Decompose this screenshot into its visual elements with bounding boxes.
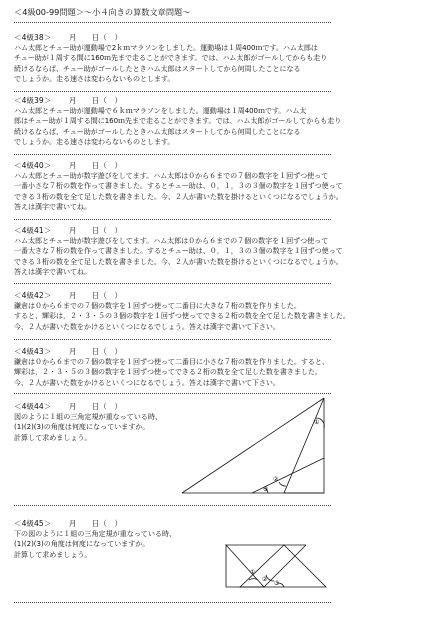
- problem-43: [14, 347, 332, 388]
- problem-text-line: ハム太郎とチュー助が運動場で2ｋｍマラソンをしました。運動場は１周400ｍです。ハム太郎は: [14, 43, 318, 52]
- problem-text-line: チュー助が１周する間に160ｍ先まで走ることができます。では、ハム太郎がゴールしてからも走り: [14, 53, 328, 63]
- date-field: 月 日（ ）: [51, 347, 123, 356]
- problem-text-line: 答えは漢字で書いてね。: [14, 201, 91, 211]
- triangle-ruler-outline: [240, 545, 326, 587]
- divider: [14, 505, 331, 506]
- problem-text-line: ハム太郎とチュー助が数字遊びをしてます。ハム太郎は０から６までの７個の数字を１回ずつ使って: [14, 236, 329, 245]
- problem-number: ＜4級39＞: [14, 96, 52, 105]
- angle-label-1: ①: [314, 419, 320, 426]
- problem-text-line: (1)(2)(3)の角度は何度になっていますか。: [14, 539, 150, 549]
- problem-text-line: でしょうか。走る速さは変わらないものとします。: [14, 73, 175, 83]
- problem-title: [14, 347, 332, 357]
- problem-text-line: 鎌倉は０から６までの７個の数字を１回ずつ使って二番目に大きな７桁の数を作りました。: [14, 301, 301, 310]
- problem-text-line: 一番大きな７桁の数を作って書きました。するとチュー助は、０，１，３の３個の数字を１回ずつ使って: [14, 246, 343, 256]
- divider: [14, 602, 331, 603]
- problem-number: ＜4級38＞: [14, 33, 52, 42]
- problem-text-line: 計算して求めましょう。: [14, 432, 92, 442]
- problem-text-line: できる３桁の数を全て足した数を書きました。今、２人が書いた数を掛けるといくつになるでしょうか。: [14, 191, 343, 201]
- problem-text-line: 輝彩は，２・３・５の３個の数字を１回ずつ使ってできる２桁の数を全て足した数を書きました。: [14, 367, 322, 377]
- problem-text-line: 今、２人が書いた数をかけるといくつになるでしょう。答えは漢字で書いて下さい。: [14, 377, 280, 387]
- problem-text-line: 計算して求めましょう。: [14, 549, 92, 559]
- divider: [14, 22, 331, 23]
- problem-text-line: 一番小さな７桁の数を作って書きました。するとチュー助は、０，１，３の３個の数字を１回ずつ使って: [14, 181, 343, 191]
- problem-text-line: 続けるならば、チュー助がゴールしたときハム太郎はスタートしてから何周したことになる: [14, 126, 301, 136]
- problem-text-line: (1)(2)(3)の角度は何度になっていますか。: [14, 422, 150, 432]
- problem-text-line: 鎌倉は０から６までの７個の数字を１回ずつ使って二番目に小さな７桁の数を作りました。すると、: [14, 357, 329, 366]
- problem-number: ＜4級40＞: [14, 161, 52, 170]
- problem-text-line: 今、２人が書いた数をかけるといくつになるでしょう。答えは漢字で書いて下さい。: [14, 321, 280, 331]
- problem-text-line: 続けるならば、チュー助がゴールしたときハム太郎はスタートしてから何周したことになる: [14, 63, 301, 73]
- triangle-ruler-outline: [226, 545, 264, 587]
- problem-number: ＜4級45＞: [14, 519, 52, 528]
- divider: [14, 283, 331, 284]
- problem-title: [14, 291, 332, 301]
- triangle-rulers-figure-44: [180, 394, 330, 498]
- divider: [14, 219, 331, 220]
- problem-number: ＜4級42＞: [14, 291, 52, 300]
- triangle-ruler-edge: [182, 398, 324, 493]
- divider: [14, 154, 331, 155]
- problem-40: [14, 161, 343, 212]
- triangle-ruler-outline: [284, 398, 324, 493]
- problem-number: ＜4級44＞: [14, 402, 52, 411]
- problem-title: [14, 96, 332, 106]
- angle-label-3: ③: [263, 486, 269, 493]
- date-field: 月 日（ ）: [51, 402, 123, 411]
- problem-title: [14, 226, 332, 236]
- problem-text-line: でしょうか。走る速さは変わらないものとします。: [14, 136, 175, 146]
- date-field: 月 日（ ）: [51, 519, 123, 528]
- problem-42: [14, 291, 350, 332]
- problem-number: ＜4級43＞: [14, 347, 52, 356]
- angle-label-3: ③: [274, 580, 280, 587]
- problem-title: [14, 33, 332, 43]
- problem-text-line: 図のように１組の三角定規が重なっている時、: [14, 412, 162, 421]
- angle-arc: [249, 579, 258, 580]
- angle-label-1: ①: [250, 569, 256, 576]
- date-field: 月 日（ ）: [51, 33, 123, 42]
- angle-label-2: ②: [262, 576, 268, 583]
- problem-text-line: ハム太郎とチュー助が運動場で６ｋｍマラソンをしました。運動場は１周400ｍです。ハム太: [14, 106, 307, 115]
- problem-text-line: すると、輝彩は，２・３・５の３個の数字を１回ずつ使ってできる２桁の数を全て足した数を書きました。: [14, 311, 350, 321]
- problem-text-line: 郎はチュー助が１周する間に160ｍ先まで走ることができます。では、ハム太郎がゴールしてからも走り: [14, 116, 342, 126]
- angle-arc: [279, 482, 286, 486]
- date-field: 月 日（ ）: [51, 291, 123, 300]
- problem-text-line: 答えは漢字で書いてね。: [14, 266, 91, 276]
- problem-38: [14, 33, 332, 84]
- problem-41: [14, 226, 343, 277]
- date-field: 月 日（ ）: [51, 226, 123, 235]
- problem-text-line: できる３桁の数を全て足した数を書きました。今、２人が書いた数を掛けるといくつになるでしょうか。: [14, 256, 343, 266]
- problem-text-line: ハム太郎とチュー助が数字遊びをしてます。ハム太郎は０から６までの７個の数字を１回ずつ使って: [14, 171, 329, 180]
- problem-text-line: 下の図のように１組の三角定規が重なっている時、: [14, 529, 177, 538]
- divider: [14, 91, 331, 92]
- divider: [14, 339, 331, 340]
- worksheet-header: ＜4級00-99問題＞〜小４向きの算数文章問題〜: [14, 7, 191, 17]
- problem-title: [14, 161, 332, 171]
- problem-number: ＜4級41＞: [14, 226, 52, 235]
- problem-39: [14, 96, 342, 147]
- angle-label-2: ②: [273, 476, 279, 483]
- problem-title: [14, 519, 332, 529]
- triangle-rulers-figure-45: [218, 533, 330, 593]
- date-field: 月 日（ ）: [51, 96, 123, 105]
- date-field: 月 日（ ）: [51, 161, 123, 170]
- triangle-ruler-edge: [264, 545, 306, 587]
